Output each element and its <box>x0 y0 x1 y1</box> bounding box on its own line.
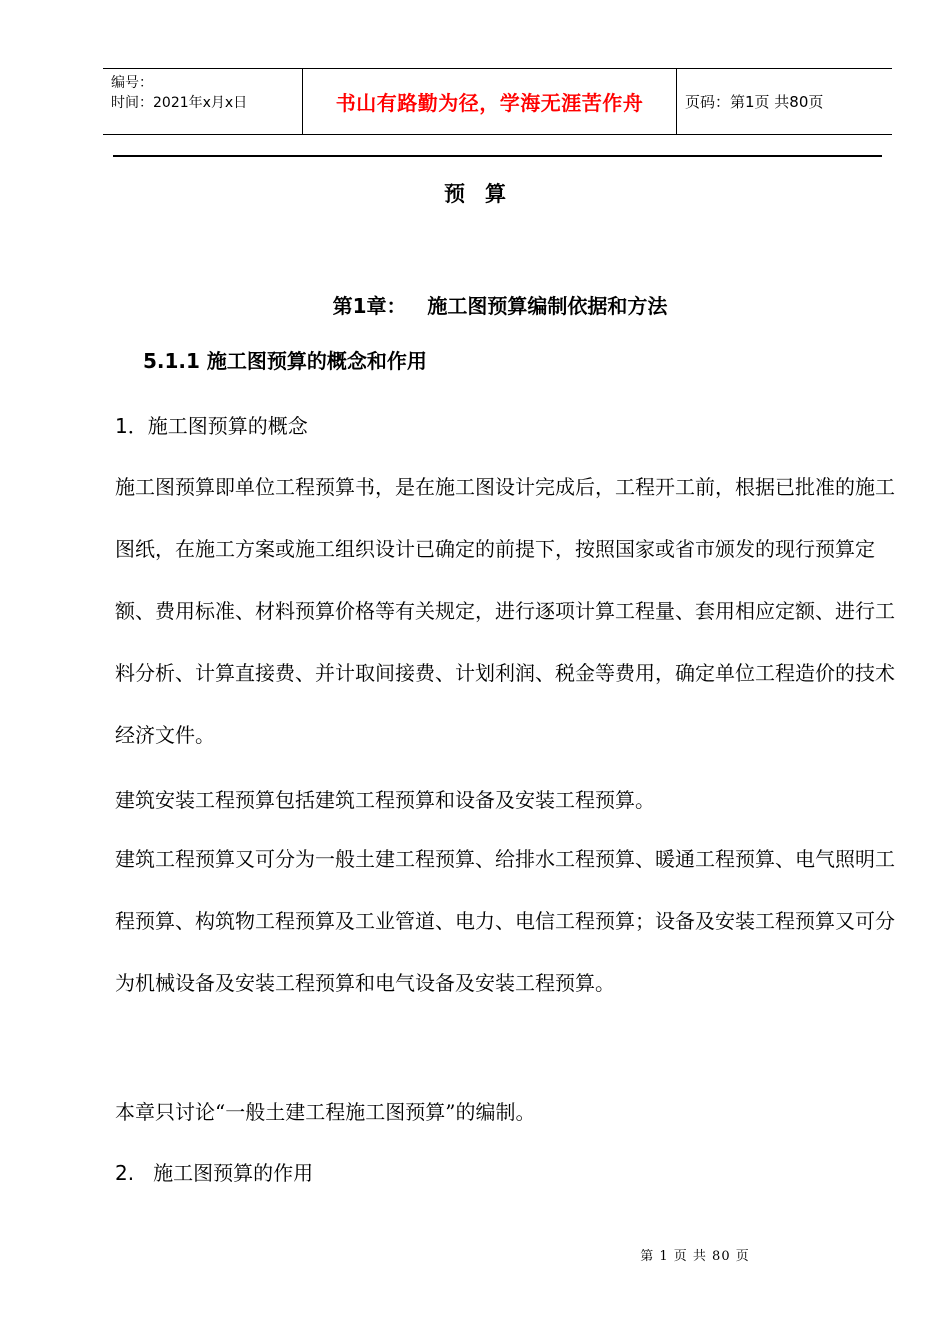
document-time-label: 时间：2021年x月x日 <box>111 95 248 111</box>
paragraph-budget-types: 建筑工程预算又可分为一般土建工程预算、给排水工程预算、暖通工程预算、电气照明工程预算、构筑物工程预算及工业管道、电力、电信工程预算；设备及安装工程预算又可分为机械设备及安装工程预算和电气设备及安装工程预算。 <box>115 847 895 995</box>
subsection-heading-role: 2. 施工图预算的作用 <box>115 1161 314 1185</box>
chapter-heading: 第1章： 施工图预算编制依据和方法 <box>332 294 668 318</box>
document-title: 预算 <box>444 182 526 206</box>
header-motto: 书山有路勤为径，学海无涯苦作舟 <box>303 69 677 134</box>
header-page-info: 页码：第1页 共80页 <box>685 93 824 111</box>
document-code-label: 编号： <box>111 75 153 91</box>
paragraph-installation-budget: 建筑安装工程预算包括建筑工程预算和设备及安装工程预算。 <box>115 788 655 812</box>
section-heading: 5.1.1 施工图预算的概念和作用 <box>143 349 427 373</box>
page-header <box>103 68 892 135</box>
paragraph-definition: 施工图预算即单位工程预算书，是在施工图设计完成后，工程开工前，根据已批准的施工图纸，在施工方案或施工组织设计已确定的前提下，按照国家或省市颁发的现行预算定额、费用标准、材料预算价格等有关规定，进行逐项计算工程量、套用相应定额、进行工料分析、计算直接费、并计取间接费、计划利润、税金等费用，确定单位工程造价的技术经济文件。 <box>115 475 895 747</box>
header-divider <box>113 155 882 157</box>
header-meta-cell <box>103 69 303 134</box>
page-footer: 第 1 页 共 80 页 <box>640 1249 750 1264</box>
subsection-heading-concept: 1．施工图预算的概念 <box>115 414 308 438</box>
paragraph-chapter-scope: 本章只讨论“一般土建工程施工图预算”的编制。 <box>115 1100 536 1124</box>
